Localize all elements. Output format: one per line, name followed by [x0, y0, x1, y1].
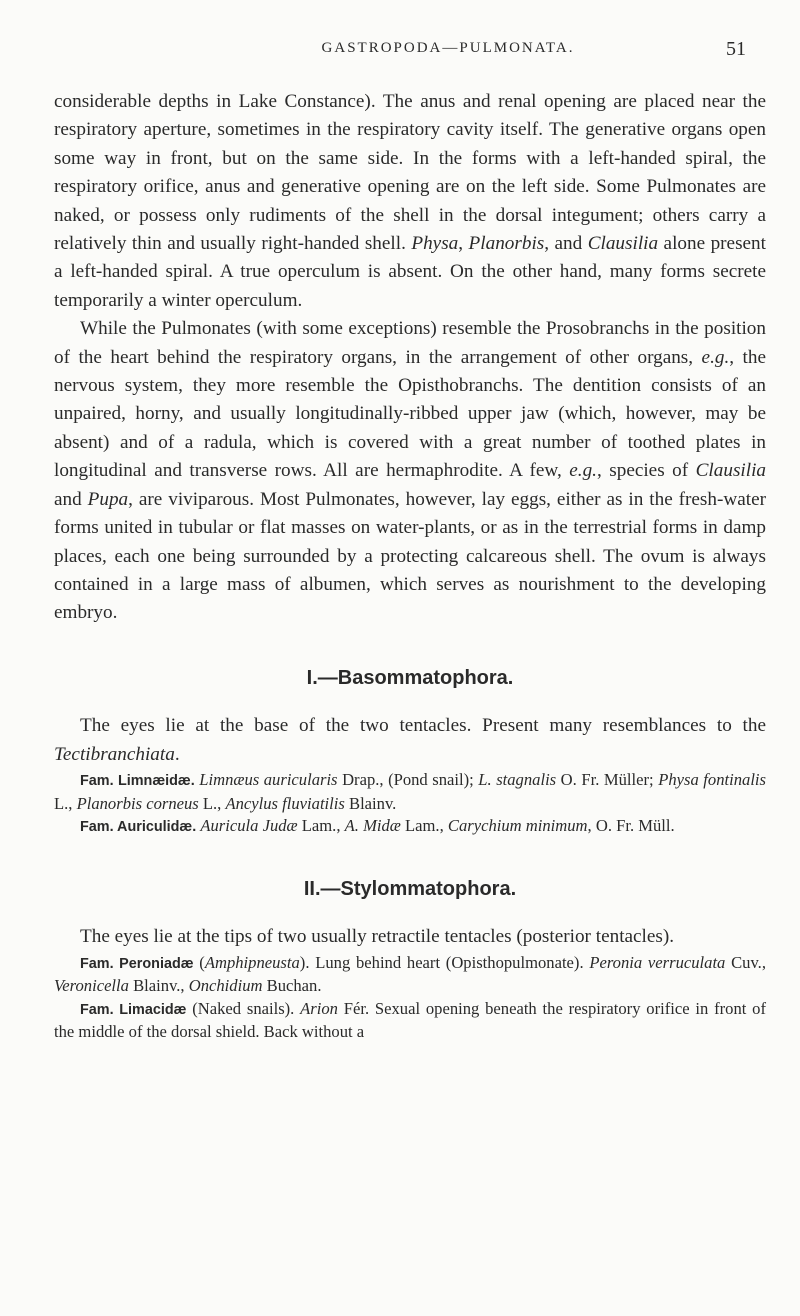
italic-term: Auricula Judæ [200, 816, 298, 836]
family-name: Fam. Limnæidæ. [80, 772, 195, 789]
family-name: Fam. Auriculidæ. [80, 819, 197, 836]
section-heading-basommatophora: I.—Basommatophora. [306, 666, 514, 689]
italic-term: Peronia verruculata [589, 952, 726, 972]
section-heading-stylommatophora: II.—Stylommatophora. [303, 877, 517, 900]
italic-term: Planorbis [468, 233, 545, 255]
italic-term: Physa [411, 233, 459, 255]
family-entry-auriculidae: Fam. Auriculidæ. Auricula Judæ Lam., A. Midæ Lam., Carychium minimum, O. Fr. Müll. [80, 816, 675, 836]
italic-term: Carychium minimum [447, 816, 588, 836]
running-head [210, 40, 746, 66]
italic-term: L. stagnalis [478, 769, 557, 789]
italic-term: Physa fontinalis [658, 769, 766, 789]
italic-term: Veronicella [54, 976, 129, 996]
family-entry-limnaeidae: Fam. Limnæidæ. Limnæus auricularis Drap., (Pond snail); L. stagnalis O. Fr. Müller; Physa fontinalis L., Planorbis corneus L., Ancylus fluviatilis Blainv. [54, 769, 766, 813]
italic-term: Limnæus auricularis [199, 769, 338, 789]
family-entry-limacidae: Fam. Limacidæ (Naked snails). Arion Fér. Sexual opening beneath the respiratory orifice in front of the middle of the dorsal shield. Back without a [54, 998, 766, 1042]
italic-term: Ancylus fluviatilis [225, 793, 345, 813]
italic-term: Pupa [87, 488, 129, 510]
italic-term: e.g. [569, 460, 597, 482]
italic-term: Clausilia [587, 233, 659, 255]
family-name: Fam. Limacidæ [80, 1001, 187, 1018]
family-name: Fam. Peroniadæ [80, 955, 194, 972]
italic-term: Tectibranchiata [54, 743, 175, 765]
page-number: 51 [726, 38, 746, 60]
italic-term: Arion [300, 998, 338, 1018]
family-entry-peroniadae: Fam. Peroniadæ (Amphipneusta). Lung behind heart (Opisthopulmonate). Peronia verruculata Cuv., Veronicella Blainv., Onchidium Buchan. [54, 952, 766, 996]
paragraph-respiratory: considerable depths in Lake Constance). The anus and renal opening are placed near the respiratory aperture, sometimes in the respiratory cavity itself. The generative organs open some way in front, but on the same side. In the forms with a left-handed spiral, the respiratory orifice, anus and generative opening are on the left side. Some Pulmonates are naked, or possess only rudiments of the shell in the dorsal integument; others carry a relatively thin and usually right-handed shell. Physa, Planorbis, and Clausilia alone present a left-handed spiral. A true operculum is absent. On the other hand, many forms secrete temporarily a winter operculum. [54, 91, 766, 311]
section-description-stylommatophora: The eyes lie at the tips of two usually retractile tentacles (posterior tentacles). [80, 926, 675, 948]
italic-term: e.g. [701, 346, 730, 368]
italic-term: Clausilia [695, 460, 766, 482]
italic-term: Planorbis corneus [76, 793, 199, 813]
running-title: GASTROPODA—PULMONATA. [321, 40, 575, 56]
page-body [54, 88, 766, 1044]
paragraph-dentition: While the Pulmonates (with some exceptions) resemble the Prosobranchs in the position of the heart behind the respiratory organs, in the arrangement of other organs, e.g., the nervous system, they more resemble the Opisthobranchs. The dentition consists of an unpaired, horny, and usually longitudinally-ribbed upper jaw (which, however, may be absent) and of a radula, which is covered with a great number of toothed plates in longitudinal and transverse rows. All are hermaphrodite. A few, e.g., species of Clausilia and Pupa, are viviparous. Most Pulmonates, however, lay eggs, either as in the fresh-water forms united in tubular or flat masses on water-plants, or as in the terrestrial forms in damp places, each one being surrounded by a protecting calcareous shell. The ovum is always contained in a large mass of albumen, which serves as nourishment to the developing embryo. [54, 318, 766, 624]
italic-term: A. Midæ [344, 816, 401, 836]
italic-term: Onchidium [188, 976, 263, 996]
section-description-basommatophora: The eyes lie at the base of the two tentacles. Present many resemblances to the Tectibranchiata. [54, 715, 766, 765]
italic-term: Amphipneusta [204, 952, 300, 972]
